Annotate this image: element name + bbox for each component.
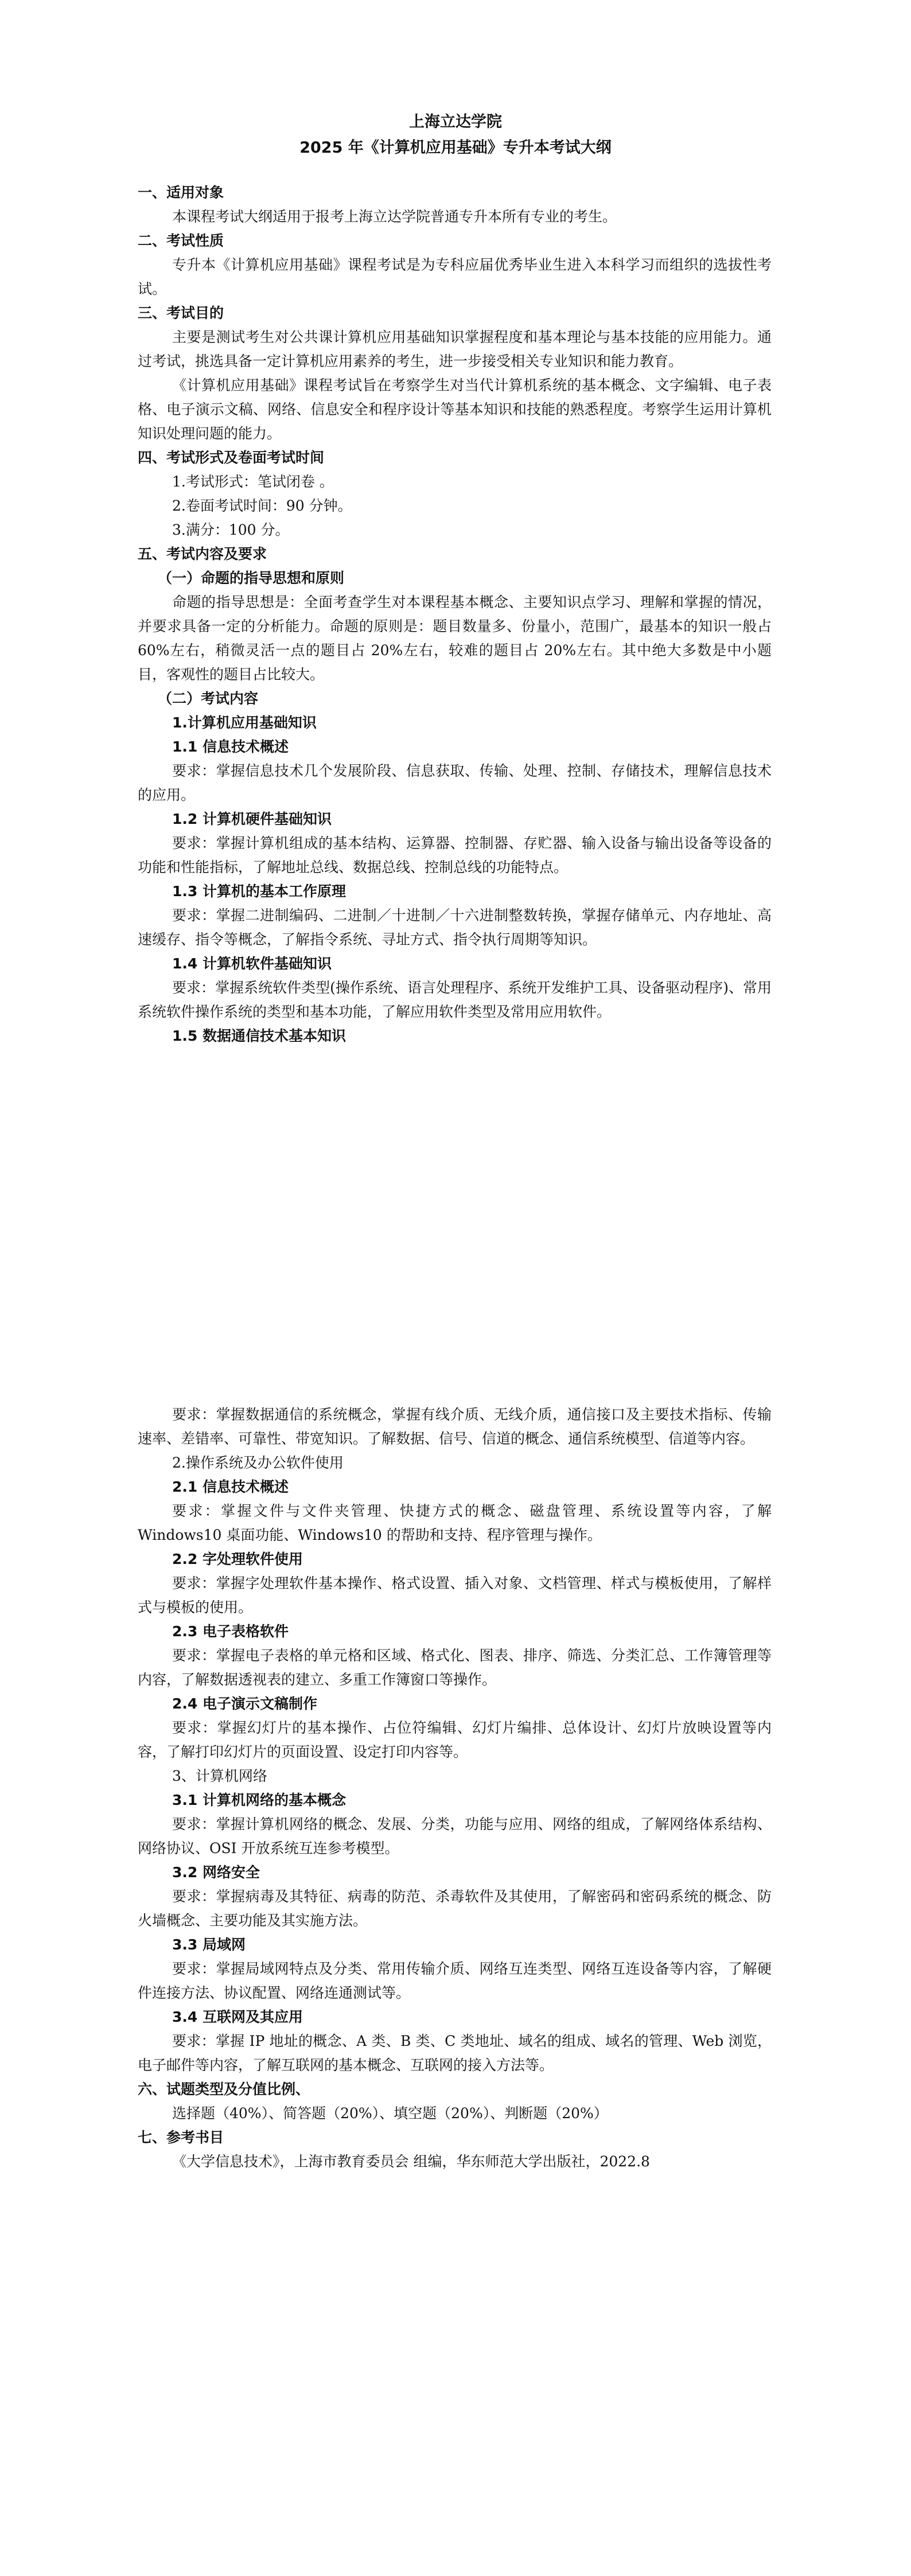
requirement-text: 要求：掌握文件与文件夹管理、快捷方式的概念、磁盘管理、系统设置等内容，了解 Windows10 桌面功能、Windows10 的帮助和支持、程序管理与操作。: [138, 1503, 772, 1543]
content-part-1: [138, 181, 772, 1048]
topic-heading: 2.2 字处理软件使用: [172, 1551, 303, 1567]
list-item: 2.卷面考试时间：90 分钟。: [172, 497, 352, 514]
document-title: [0, 109, 911, 161]
topic-heading: 1.3 计算机的基本工作原理: [172, 883, 346, 900]
reference-book: 《大学信息技术》，上海市教育委员会 组编，华东师范大学出版社，2022.8: [172, 2153, 650, 2170]
section-heading: 六、试题类型及分值比例、: [138, 2081, 310, 2098]
requirement-text: 要求：掌握信息技术几个发展阶段、信息获取、传输、处理、控制、存储技术，理解信息技术的应用。: [138, 762, 772, 803]
subsection-heading: （二）考试内容: [158, 690, 259, 707]
requirement-text: 要求：掌握系统软件类型(操作系统、语言处理程序、系统开发维护工具、设备驱动程序)、常用系统软件操作系统的类型和基本功能，了解应用软件类型及常用应用软件。: [138, 979, 772, 1020]
section-heading: 一、适用对象: [138, 184, 224, 201]
requirement-text: 要求：掌握局域网特点及分类、常用传输介质、网络互连类型、网络互连设备等内容，了解硬件连接方法、协议配置、网络连通测试等。: [138, 1960, 772, 2001]
requirement-text: 要求：掌握字处理软件基本操作、格式设置、插入对象、文档管理、样式与模板使用，了解样式与模板的使用。: [138, 1575, 772, 1616]
topic-heading: 2.1 信息技术概述: [172, 1478, 289, 1495]
requirement-text: 要求：掌握病毒及其特征、病毒的防范、杀毒软件及其使用，了解密码和密码系统的概念、防火墙概念、主要功能及其实施方法。: [138, 1888, 772, 1929]
topic-heading: 3.2 网络安全: [172, 1864, 260, 1881]
topic-heading: 3.1 计算机网络的基本概念: [172, 1792, 346, 1808]
topic-heading: 1.2 计算机硬件基础知识: [172, 811, 332, 827]
topic-heading: 2.4 电子演示文稿制作: [172, 1695, 317, 1712]
topic-heading: 1.4 计算机软件基础知识: [172, 955, 332, 972]
paragraph: 专升本《计算机应用基础》课程考试是为专科应届优秀毕业生进入本科学习而组织的选拔性考试。: [138, 256, 772, 297]
syllabus-title: 2025 年《计算机应用基础》专升本考试大纲: [299, 139, 612, 157]
question-type-ratio: 选择题（40%）、简答题（20%）、填空题（20%）、判断题（20%）: [172, 2105, 608, 2122]
module-heading: 1.计算机应用基础知识: [172, 714, 317, 731]
paragraph: 本课程考试大纲适用于报考上海立达学院普通专升本所有专业的考生。: [172, 208, 617, 225]
list-item: 1.考试形式：笔试闭卷 。: [172, 473, 334, 490]
paragraph: 命题的指导思想是：全面考查学生对本课程基本概念、主要知识点学习、理解和掌握的情况，并要求具备一定的分析能力。命题的原则是：题目数量多、份量小，范围广，最基本的知识一般占 60%左右，稍微灵活一点的题目占 20%左右，较难的题目占 20%左右。其中绝大多数是中小题目，客观性的题目占比较大。: [138, 594, 772, 683]
section-heading: 五、考试内容及要求: [138, 546, 267, 562]
paragraph: 主要是测试考生对公共课计算机应用基础知识掌握程度和基本理论与基本技能的应用能力。通过考试，挑选具备一定计算机应用素养的考生，进一步接受相关专业知识和能力教育。: [138, 329, 772, 369]
school-name: 上海立达学院: [409, 113, 502, 131]
topic-heading: 3.4 互联网及其应用: [172, 2009, 303, 2025]
section-heading: 四、考试形式及卷面考试时间: [138, 449, 325, 466]
list-item: 3.满分：100 分。: [172, 522, 290, 538]
module-heading: 3、计算机网络: [172, 1768, 267, 1784]
paragraph: 《计算机应用基础》课程考试旨在考察学生对当代计算机系统的基本概念、文字编辑、电子表格、电子演示文稿、网络、信息安全和程序设计等基本知识和技能的熟悉程度。考察学生运用计算机知识处理问题的能力。: [138, 377, 772, 442]
topic-heading: 1.1 信息技术概述: [172, 738, 289, 755]
section-heading: 七、参考书目: [138, 2129, 224, 2146]
topic-heading: 2.3 电子表格软件: [172, 1623, 289, 1640]
topic-heading: 1.5 数据通信技术基本知识: [172, 1028, 346, 1044]
section-heading: 二、考试性质: [138, 232, 224, 249]
module-heading: 2.操作系统及办公软件使用: [172, 1454, 344, 1471]
subsection-heading: （一）命题的指导思想和原则: [158, 570, 345, 586]
requirement-text: 要求：掌握 IP 地址的概念、A 类、B 类、C 类地址、域名的组成、域名的管理、Web 浏览，电子邮件等内容，了解互联网的基本概念、互联网的接入方法等。: [138, 2033, 772, 2073]
requirement-text: 要求：掌握数据通信的系统概念，掌握有线介质、无线介质，通信接口及主要技术指标、传输速率、差错率、可靠性、带宽知识。了解数据、信号、信道的概念、通信系统模型、信道等内容。: [138, 1406, 772, 1447]
requirement-text: 要求：掌握二进制编码、二进制／十进制／十六进制整数转换，掌握存储单元、内存地址、高速缓存、指令等概念，了解指令系统、寻址方式、指令执行周期等知识。: [138, 907, 772, 948]
requirement-text: 要求：掌握幻灯片的基本操作、占位符编辑、幻灯片编排、总体设计、幻灯片放映设置等内容，了解打印幻灯片的页面设置、设定打印内容等。: [138, 1719, 772, 1760]
topic-heading: 3.3 局域网: [172, 1936, 246, 1953]
requirement-text: 要求：掌握计算机组成的基本结构、运算器、控制器、存贮器、输入设备与输出设备等设备的功能和性能指标，了解地址总线、数据总线、控制总线的功能特点。: [138, 835, 772, 875]
section-heading: 三、考试目的: [138, 305, 224, 321]
requirement-text: 要求：掌握电子表格的单元格和区域、格式化、图表、排序、筛选、分类汇总、工作簿管理等内容，了解数据透视表的建立、多重工作簿窗口等操作。: [138, 1647, 772, 1688]
requirement-text: 要求：掌握计算机网络的概念、发展、分类，功能与应用、网络的组成，了解网络体系结构、网络协议、OSI 开放系统互连参考模型。: [138, 1816, 772, 1857]
content-part-2: [138, 1403, 772, 2174]
